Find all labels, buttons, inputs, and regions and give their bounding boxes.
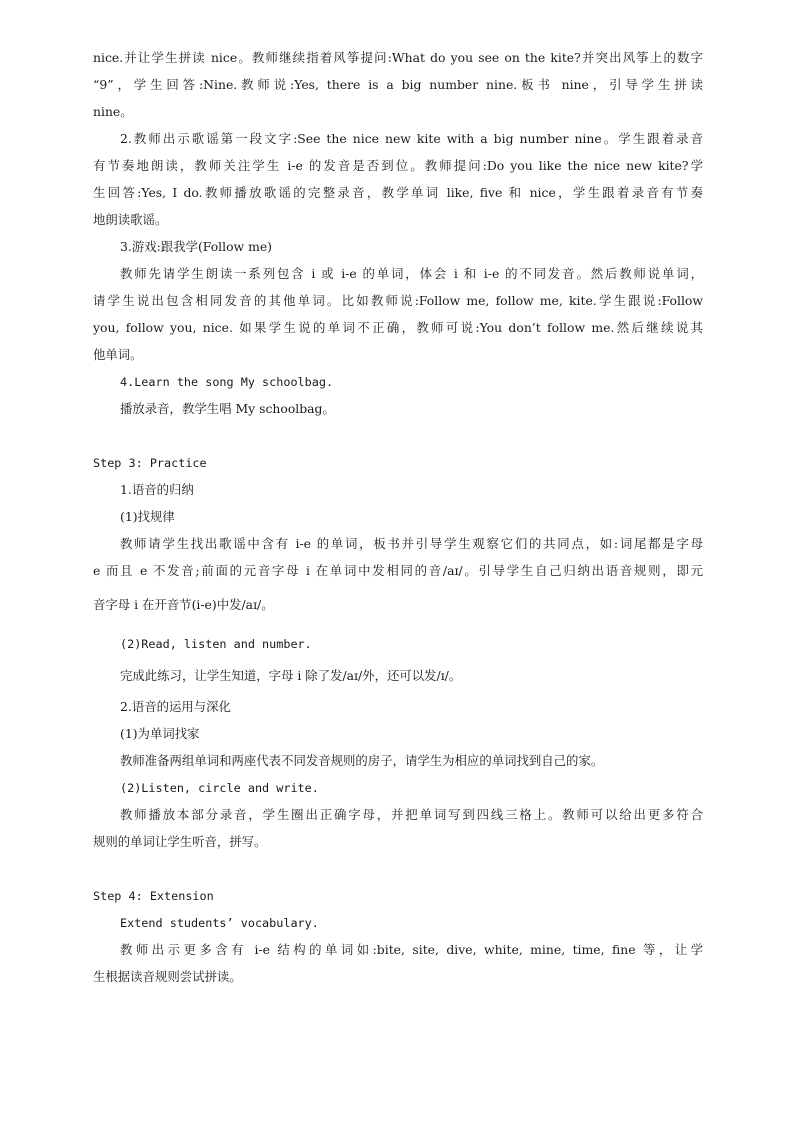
text-line: 3.游戏:跟我学(Follow me)	[120, 239, 273, 254]
text-line: e 而且 e 不发音;前面的元音字母 i 在单词中发相同的音/aɪ/。引导学生自己归纳出语音规则，即元	[93, 563, 703, 578]
text-line: (2)Listen, circle and write.	[120, 781, 319, 795]
text-line: 教师先请学生朗读一系列包含 i 或 i-e 的单词，体会 i 和 i-e 的不同发音。然后教师说单词，	[120, 266, 703, 281]
section-heading: Step 3: Practice	[93, 456, 207, 470]
text-line: 2.教师出示歌谣第一段文字:See the nice new kite with a big number nine。学生跟着录音	[120, 131, 703, 146]
text-line: (1)为单词找家	[120, 726, 200, 741]
text-line: 2.语音的运用与深化	[120, 699, 231, 714]
text-line: Extend students’ vocabulary.	[120, 916, 319, 930]
text-line: 他单词。	[93, 347, 143, 362]
text-line: 教师准备两组单词和两座代表不同发音规则的房子，请学生为相应的单词找到自己的家。	[120, 753, 604, 768]
text-line: 音字母 i 在开音节(i-e)中发/aɪ/。	[93, 597, 274, 612]
text-line: you, follow you, nice. 如果学生说的单词不正确，教师可说:You don’t follow me.然后继续说其	[93, 320, 703, 335]
text-line: 有节奏地朗读，教师关注学生 i-e 的发音是否到位。教师提问:Do you like the nice new kite?学	[93, 158, 703, 173]
text-line: 生根据读音规则尝试拼读。	[93, 969, 242, 984]
text-line: nice.并让学生拼读 nice。教师继续指着风筝提问:What do you see on the kite?并突出风筝上的数字	[93, 50, 703, 65]
text-line: nine。	[93, 104, 133, 119]
section-heading: Step 4: Extension	[93, 889, 214, 903]
text-line: 地朗读歌谣。	[93, 212, 168, 227]
text-line: 完成此练习，让学生知道，字母 i 除了发/aɪ/外，还可以发/ɪ/。	[120, 668, 462, 683]
text-line: 播放录音，教学生唱 My schoolbag。	[120, 401, 335, 416]
text-line: 4.Learn the song My schoolbag.	[120, 375, 334, 389]
text-line: 规则的单词让学生听音，拼写。	[93, 834, 267, 849]
text-line: 生回答:Yes, I do.教师播放歌谣的完整录音，教学单词 like, five 和 nice，学生跟着录音有节奏	[93, 185, 703, 200]
text-line: 教师播放本部分录音，学生圈出正确字母，并把单词写到四线三格上。教师可以给出更多符合	[120, 807, 703, 822]
text-line: “9”，学生回答:Nine.教师说:Yes, there is a big number nine.板书 nine，引导学生拼读	[93, 77, 703, 92]
text-line: 教师出示更多含有 i-e 结构的单词如:bite, site, dive, white, mine, time, fine 等，让学	[120, 942, 703, 957]
text-line: 教师请学生找出歌谣中含有 i-e 的单词，板书并引导学生观察它们的共同点，如:词尾都是字母	[120, 536, 703, 551]
text-line: (1)找规律	[120, 509, 175, 524]
text-line: 请学生说出包含相同发音的其他单词。比如教师说:Follow me, follow me, kite.学生跟说:Follow	[93, 293, 703, 308]
text-line: 1.语音的归纳	[120, 482, 194, 497]
text-line: (2)Read, listen and number.	[120, 637, 312, 651]
